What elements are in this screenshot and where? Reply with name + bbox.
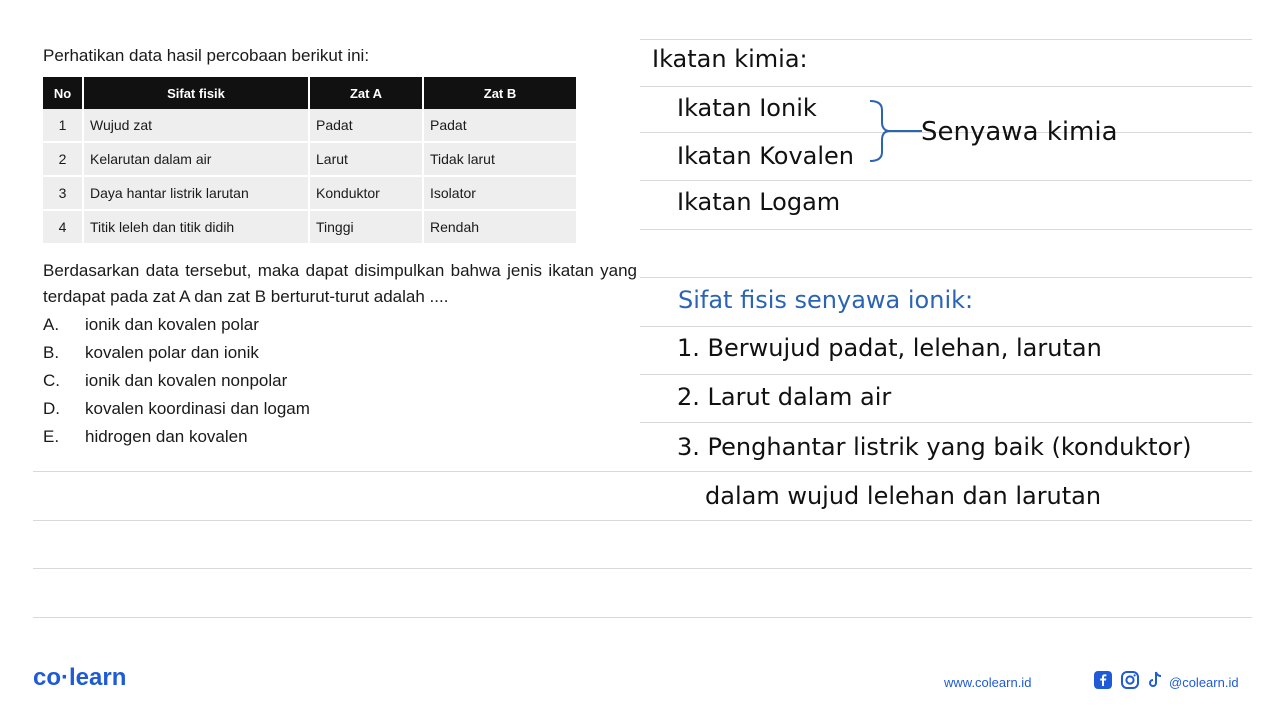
cell-substance-b: Padat	[423, 109, 576, 142]
property-item: 1. Berwujud padat, lelehan, larutan	[677, 334, 1102, 362]
header-no: No	[43, 77, 83, 109]
option-letter: D.	[43, 399, 60, 418]
properties-heading: Sifat fisis senyawa ionik:	[678, 286, 974, 314]
option-letter: A.	[43, 315, 60, 334]
ruled-line	[640, 39, 1252, 40]
ruled-line	[640, 422, 1252, 423]
ruled-line	[33, 568, 1252, 569]
website-link[interactable]: www.colearn.id	[944, 675, 1032, 690]
ruled-line	[640, 86, 1252, 87]
ruled-line	[640, 374, 1252, 375]
ruled-line	[33, 471, 1252, 472]
cell-property: Kelarutan dalam air	[83, 142, 309, 176]
bond-covalent-label: Ikatan Kovalen	[677, 142, 854, 170]
option-letter: C.	[43, 371, 60, 390]
bond-ionic-label: Ikatan Ionik	[677, 94, 817, 122]
cell-substance-a: Padat	[309, 109, 423, 142]
table-row	[43, 176, 576, 210]
cell-no: 2	[43, 142, 83, 176]
cell-property: Titik leleh dan titik didih	[83, 210, 309, 244]
cell-no: 1	[43, 109, 83, 142]
cell-substance-b: Isolator	[423, 176, 576, 210]
option-e[interactable]	[43, 423, 310, 451]
property-item: 2. Larut dalam air	[677, 383, 892, 411]
logo-dot: ·	[61, 664, 70, 691]
option-text: ionik dan kovalen polar	[85, 315, 259, 334]
option-a[interactable]	[43, 311, 310, 339]
compound-label: Senyawa kimia	[921, 117, 1118, 147]
option-text: hidrogen dan kovalen	[85, 427, 248, 446]
table-row	[43, 142, 576, 176]
question-title: Perhatikan data hasil percobaan berikut ini:	[43, 46, 370, 65]
ruled-line	[33, 520, 1252, 521]
ruled-line	[640, 277, 1252, 278]
header-substance-b: Zat B	[423, 77, 576, 109]
property-item-continued: dalam wujud lelehan dan larutan	[705, 482, 1102, 510]
cell-no: 3	[43, 176, 83, 210]
option-text: ionik dan kovalen nonpolar	[85, 371, 288, 390]
ruled-line	[640, 180, 1252, 181]
table-header-row	[43, 77, 576, 109]
header-substance-a: Zat A	[309, 77, 423, 109]
logo-part: learn	[69, 664, 127, 691]
option-text: kovalen polar dan ionik	[85, 343, 259, 362]
cell-property: Wujud zat	[83, 109, 309, 142]
cell-no: 4	[43, 210, 83, 244]
table-row	[43, 109, 576, 142]
cell-property: Daya hantar listrik larutan	[83, 176, 309, 210]
option-text: kovalen koordinasi dan logam	[85, 399, 310, 418]
ruled-line	[640, 326, 1252, 327]
tiktok-icon[interactable]	[1145, 670, 1165, 690]
option-b[interactable]	[43, 339, 310, 367]
option-letter: B.	[43, 343, 60, 362]
header-property: Sifat fisik	[83, 77, 309, 109]
instagram-icon[interactable]	[1120, 670, 1140, 690]
bond-metallic-label: Ikatan Logam	[677, 188, 841, 216]
ruled-line	[640, 229, 1252, 230]
cell-substance-b: Tidak larut	[423, 142, 576, 176]
data-table	[43, 77, 576, 245]
cell-substance-a: Tinggi	[309, 210, 423, 244]
property-item: 3. Penghantar listrik yang baik (konduktor)	[677, 433, 1192, 461]
ruled-line	[33, 617, 1252, 618]
facebook-icon[interactable]	[1093, 670, 1113, 690]
curly-brace-icon	[868, 98, 928, 164]
cell-substance-a: Konduktor	[309, 176, 423, 210]
answer-options	[43, 311, 310, 451]
logo-part: co	[33, 664, 62, 691]
cell-substance-b: Rendah	[423, 210, 576, 244]
social-handle[interactable]: @colearn.id	[1169, 675, 1239, 690]
option-c[interactable]	[43, 367, 310, 395]
question-text: Berdasarkan data tersebut, maka dapat disimpulkan bahwa jenis ikatan yang terdapat pada zat A dan zat B berturut-turut adalah ....	[43, 261, 637, 306]
notes-heading: Ikatan kimia:	[652, 45, 808, 73]
option-letter: E.	[43, 427, 60, 446]
option-d[interactable]	[43, 395, 310, 423]
colearn-logo[interactable]	[33, 664, 126, 692]
cell-substance-a: Larut	[309, 142, 423, 176]
table-row	[43, 210, 576, 244]
